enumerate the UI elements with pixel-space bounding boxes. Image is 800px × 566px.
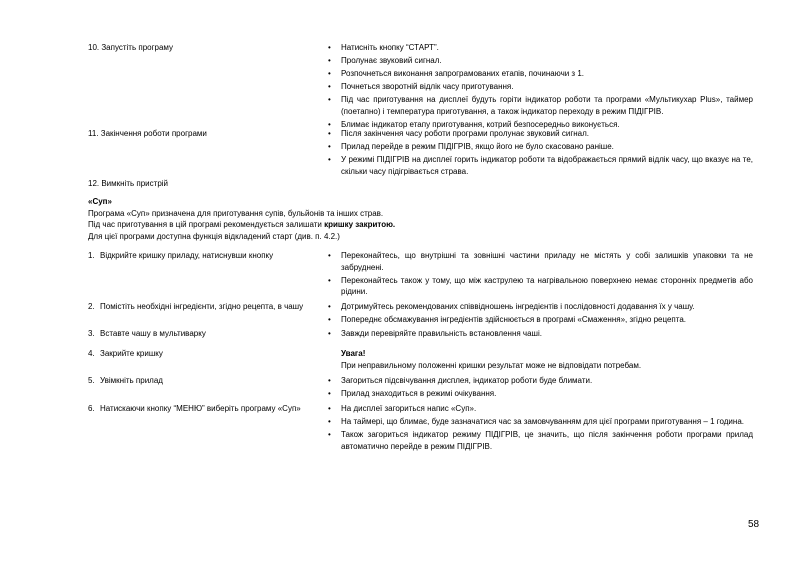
section-title: «Суп»: [88, 197, 112, 206]
list-item: • Загориться підсвічування дисплея, індикатор роботи буде блимати.: [326, 375, 753, 387]
list-item: • Також загориться індикатор режиму ПІДІГРІВ, це значить, що після закінчення роботи програми прилад автоматично перейде в режим ПІДІГРІВ.: [326, 429, 753, 452]
step-4: [88, 348, 753, 371]
step-number: 5.: [88, 376, 95, 385]
step-number: 1.: [88, 251, 95, 260]
soup-intro: [88, 196, 648, 242]
list-item: • Переконайтесь, що внутрішні та зовнішні частини приладу не містять у собі залишків упаковки та не забруднені.: [326, 250, 753, 273]
list-item: • На дисплеї загориться напис «Суп».: [326, 403, 753, 415]
step-label: 12. Вимкніть пристрій: [88, 179, 169, 188]
step-label: Вставте чашу в мультиварку: [100, 329, 206, 338]
list-item: • Під час приготування на дисплеї будуть горіти індикатор роботи та програми «Мультикухар Plus», таймер (поетапно) і температура приготування, а також індикатор переходу в режим ПІДІГРІВ.: [326, 94, 753, 117]
intro-line: Програма «Суп» призначена для приготування супів, бульйонів та інших страв.: [88, 208, 384, 218]
list-item: • Натисніть кнопку “СТАРТ”.: [326, 42, 753, 54]
intro-line-2: [88, 219, 648, 231]
list-item: • Прилад перейде в режим ПІДІГРІВ, якщо його не було скасовано раніше.: [326, 141, 753, 153]
step-number: 2.: [88, 302, 95, 311]
list-item: • Завжди перевіряйте правильність встановлення чаші.: [326, 328, 753, 340]
bullet-list: [326, 42, 753, 130]
list-item: • Прилад знаходиться в режимі очікування.: [326, 388, 753, 400]
page-number: 58: [748, 519, 760, 530]
warning-text: При неправильному положенні кришки результат може не відповідати потребам.: [341, 360, 642, 370]
step-5: [88, 375, 753, 401]
step-label: 11. Закінчення роботи програми: [88, 129, 207, 138]
list-item: • Пролунає звуковий сигнал.: [326, 55, 753, 67]
list-item: • Розпочнеться виконання запрограмованих етапів, починаючи з 1.: [326, 68, 753, 80]
step-2: [88, 301, 753, 327]
step-number: 4.: [88, 349, 95, 358]
list-item: • На таймері, що блимає, буде зазначатися час за замовчуванням для цієї програми приготування – 1 година.: [326, 416, 753, 428]
step-label: 10. Запустіть програму: [88, 43, 173, 52]
step-label: Натискаючи кнопку “МЕНЮ” виберіть програму «Суп»: [100, 404, 301, 413]
step-label: Закрийте кришку: [100, 349, 163, 358]
step-12: [88, 178, 753, 190]
step-1: [88, 250, 753, 299]
bullet-list: [326, 128, 753, 177]
step-number: 6.: [88, 404, 95, 413]
list-item: • Після закінчення часу роботи програми пролунає звуковий сигнал.: [326, 128, 753, 140]
list-item: • Переконайтесь також у тому, що між каструлею та нагрівальною поверхнею немає сторонніх предметів або рідини.: [326, 275, 753, 298]
list-item: • Попереднє обсмажування інгредієнтів здійснюється в програмі «Смаження», згідно рецепта.: [326, 314, 753, 326]
bullet-list: [326, 250, 753, 298]
step-6: [88, 403, 753, 454]
step-10: [88, 42, 753, 132]
list-item: • Почнеться зворотній відлік часу приготування.: [326, 81, 753, 93]
bullet-list: [326, 301, 753, 326]
bullet-list: [326, 328, 753, 340]
step-number: 3.: [88, 329, 95, 338]
intro-emphasis: кришку закритою.: [324, 220, 396, 229]
step-11: [88, 128, 753, 179]
bullet-list: [326, 403, 753, 452]
list-item: • Блимає індикатор етапу приготування, котрий безпосередньо виконується.: [326, 119, 753, 131]
bullet-list: [326, 375, 753, 400]
step-label: Помістіть необхідні інгредієнти, згідно рецепта, в чашу: [100, 302, 304, 311]
step-label: Увімкніть прилад: [100, 376, 163, 385]
step-3: [88, 328, 753, 341]
list-item: • Дотримуйтесь рекомендованих співвідношень інгредієнтів і послідовності додавання їх у чашу.: [326, 301, 753, 313]
list-item: • У режимі ПІДІГРІВ на дисплеї горить індикатор роботи та відображається прямий відлік часу, що вказує на те, скільки часу підігрівається страва.: [326, 154, 753, 177]
intro-text: Під час приготування в цій програмі рекомендується залишати: [88, 220, 325, 229]
step-label: Відкрийте кришку приладу, натиснувши кнопку: [100, 251, 274, 260]
warning-title: Увага!: [341, 349, 366, 358]
intro-line: Для цієї програми доступна функція відкладений старт (див. п. 4.2.): [88, 231, 340, 241]
